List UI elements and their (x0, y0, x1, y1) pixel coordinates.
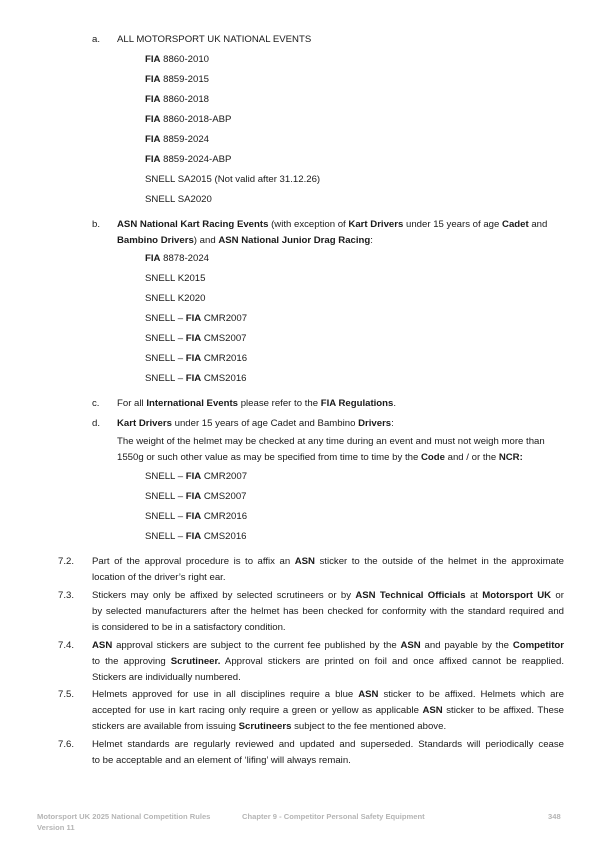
helmet-standard: SNELL SA2020 (145, 194, 212, 205)
helmet-standard: SNELL – FIA CMR2016 (145, 511, 248, 522)
footer-chapter: Chapter 9 - Competitor Personal Safety Equipment (242, 812, 425, 821)
helmet-standard: FIA 8859-2015 (145, 74, 210, 85)
clause-line: Helmets approved for use in all disciplines require a blue ASN sticker to be affixed. Helmets which are (92, 689, 564, 700)
helmet-standard: SNELL – FIA CMR2007 (145, 471, 248, 482)
clause-7-4-text (92, 639, 564, 685)
footer-doc-title: Motorsport UK 2025 National Competition Rules (37, 812, 211, 821)
clause-line: by selected manufacturers after the helmet has been checked for conformity with the standard required and (92, 606, 564, 617)
section-d-paragraph-line: The weight of the helmet may be checked at any time during an event and must not weigh more than (117, 436, 545, 447)
section-d-heading: Kart Drivers under 15 years of age Cadet and Bambino Drivers: (117, 418, 394, 429)
list-marker-a: a. (92, 34, 101, 45)
clause-7-2-text (92, 555, 564, 585)
section-c-text: For all International Events please refer to the FIA Regulations. (117, 398, 397, 409)
clause-number: 7.4. (58, 640, 75, 651)
list-marker-c: c. (92, 398, 100, 409)
clause-line: location of the driver’s right ear. (92, 572, 226, 583)
footer-page-number: 348 (548, 812, 561, 821)
clause-number: 7.3. (58, 590, 75, 601)
helmet-standard: SNELL – FIA CMR2007 (145, 313, 248, 324)
clause-7-5-text (92, 688, 564, 734)
helmet-standard: SNELL – FIA CMR2016 (145, 353, 248, 364)
helmet-standard: SNELL – FIA CMS2007 (145, 333, 247, 344)
clause-line: to be acceptable and an element of ‘lifing’ will always remain. (92, 755, 351, 766)
helmet-standard: FIA 8859-2024-ABP (145, 154, 232, 165)
footer-doc-info (37, 811, 210, 833)
helmet-standard: FIA 8859-2024 (145, 134, 210, 145)
helmet-standard: SNELL SA2015 (Not valid after 31.12.26) (145, 174, 321, 185)
clause-number: 7.2. (58, 556, 75, 567)
helmet-standard: SNELL K2020 (145, 293, 206, 304)
clause-line: stickers are available from issuing Scrutineers subject to the fee mentioned above. (92, 721, 447, 732)
helmet-standard: SNELL – FIA CMS2007 (145, 491, 247, 502)
clause-7-6-text (92, 738, 564, 768)
section-a-heading: ALL MOTORSPORT UK NATIONAL EVENTS (117, 34, 312, 45)
clause-number: 7.5. (58, 689, 75, 700)
clause-line: ASN approval stickers are subject to the current fee published by the ASN and payable by the Competitor (92, 640, 564, 651)
footer-version: Version 11 (37, 823, 75, 832)
list-marker-b: b. (92, 219, 101, 230)
clause-7-3-text (92, 589, 564, 635)
helmet-standard: FIA 8860-2010 (145, 54, 210, 65)
section-b-heading-line: ASN National Kart Racing Events (with exception of Kart Drivers under 15 years of age Cadet and (117, 219, 548, 230)
helmet-standard: FIA 8878-2024 (145, 253, 210, 264)
clause-line: to the approving Scrutineer. Approval stickers are printed on foil and once affixed cannot be reapplied. (92, 656, 564, 667)
clause-line: is considered to be in a satisfactory condition. (92, 622, 286, 633)
helmet-standard: SNELL – FIA CMS2016 (145, 531, 247, 542)
clause-line: Part of the approval procedure is to affix an ASN sticker to the outside of the helmet in the approximate (92, 556, 564, 567)
clause-line: Stickers are individually numbered. (92, 672, 241, 683)
clause-line: Stickers may only be affixed by selected scrutineers or by ASN Technical Officials at Motorsport UK or (92, 590, 564, 601)
clause-line: Helmet standards are regularly reviewed and updated and superseded. Standards will periodically cease (92, 739, 564, 750)
helmet-standard: SNELL – FIA CMS2016 (145, 373, 247, 384)
clause-number: 7.6. (58, 739, 75, 750)
list-marker-d: d. (92, 418, 101, 429)
helmet-standard: SNELL K2015 (145, 273, 206, 284)
helmet-standard: FIA 8860-2018-ABP (145, 114, 232, 125)
helmet-standard: FIA 8860-2018 (145, 94, 210, 105)
clause-line: accepted for use in kart racing only require a green or yellow as applicable ASN sticker to be affixed. These (92, 705, 564, 716)
section-b-heading-line: Bambino Drivers) and ASN National Junior Drag Racing: (117, 235, 373, 246)
section-d-paragraph-line: 1550g or such other value as may be specified from time to time by the Code and / or the NCR: (117, 452, 523, 463)
